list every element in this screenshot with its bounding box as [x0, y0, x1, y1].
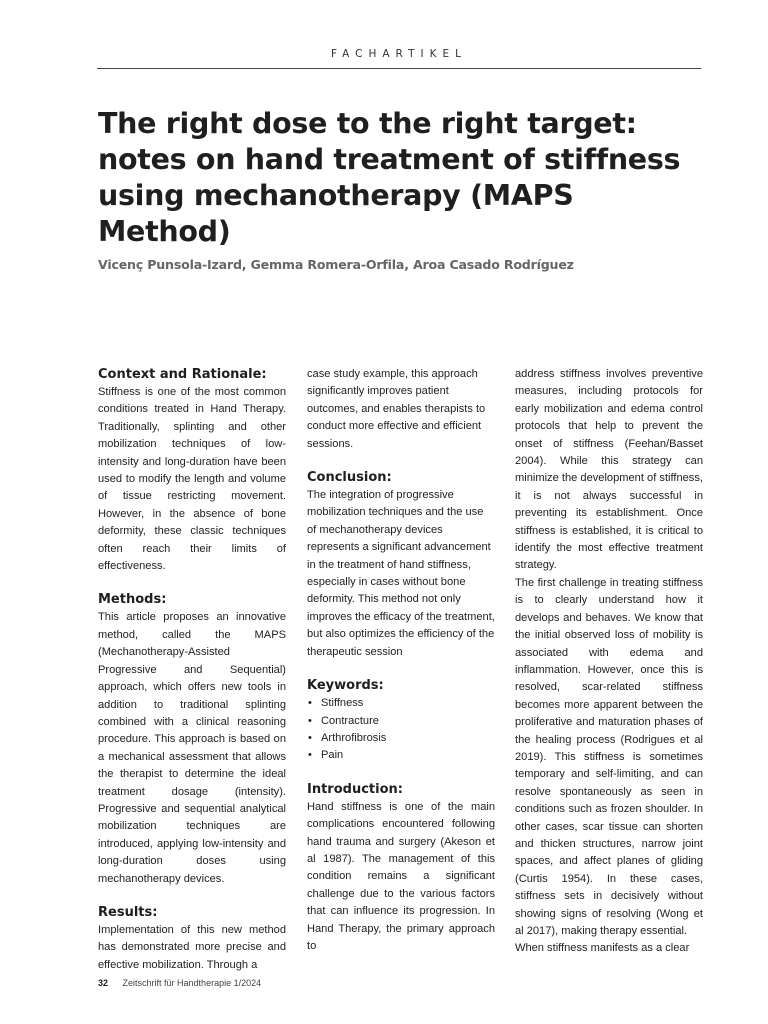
article-authors: Vicenç Punsola-Izard, Gemma Romera-Orfila, Aroa Casado Rodríguez	[98, 257, 574, 272]
column-2	[307, 366, 495, 971]
keyword-item: • Stiffness	[307, 695, 495, 712]
results-text-continued: case study example, this approach significantly improves patient outcomes, and enables therapists to conduct more effective and efficient sessions.	[307, 368, 486, 450]
keyword-item: • Contracture	[307, 713, 495, 730]
journal-citation: Zeitschrift für Handtherapie 1/2024	[122, 978, 262, 988]
keyword-item: • Arthrofibrosis	[307, 730, 495, 747]
section-results-continued	[307, 366, 495, 453]
methods-heading: Methods:	[98, 592, 167, 608]
results-text: Implementation of this new method has demonstrated more precise and effective mobilization. Through a	[98, 923, 286, 971]
column-1	[98, 366, 286, 990]
introduction-text: Hand stiffness is one of the main complications encountered following hand trauma and surgery (Akeson et al 1987). The management of this condition remains a significant challenge due to the various factors that can influence its progression. In Hand Therapy, the primary approach to	[307, 800, 495, 952]
introduction-paragraph-3: When stiffness manifests as a clear	[515, 942, 690, 955]
section-conclusion	[307, 469, 495, 661]
results-heading: Results:	[98, 904, 158, 920]
context-heading: Context and Rationale:	[98, 367, 267, 382]
keywords-list	[307, 695, 495, 765]
introduction-paragraph-2: The first challenge in treating stiffness is to clearly understand how it develops and behaves. We know that the initial observed loss of mobility is associated with edema and inflammation. However, once this is resolved, scar-related stiffness becomes more apparent between the proliferative and maturation phases of the healing process (Rodrigues et al 2019). This stiffness is sometimes temporary and self-limiting, and can resolve spontaneously as seen in conditions such as frozen shoulder. In other cases, scar tissue can shorten and thicken structures, narrow joint spaces, and affect planes of gliding (Curtis 1954). In these cases, stiffness sets in decisively without showing signs of resolving (Wong et al 2017), making therapy essential.	[515, 576, 703, 937]
section-label: FACHARTIKEL	[331, 48, 467, 60]
header-rule	[97, 68, 701, 69]
conclusion-heading: Conclusion:	[307, 470, 392, 486]
section-methods	[98, 591, 286, 888]
section-keywords	[307, 677, 495, 765]
keywords-heading: Keywords:	[307, 678, 384, 694]
page-footer	[98, 978, 261, 988]
section-results	[98, 904, 286, 974]
section-introduction	[307, 781, 495, 956]
column-3	[515, 366, 703, 958]
methods-text: This article proposes an innovative method, called the MAPS (Mechanotherapy-Assisted Progressive and Sequential) approach, which offers new tools in addition to traditional splinting combined with a clinical reasoning procedure. This approach is based on a mechanical assessment that allows the therapist to determine the ideal treatment dosage (intensity). Progressive and sequential analytical mobilization techniques are introduced, applying low-intensity and long-duration doses using mechanotherapy devices.	[98, 611, 286, 885]
keyword-item: • Pain	[307, 747, 495, 764]
page-number: 32	[98, 978, 109, 988]
conclusion-text: The integration of progressive mobilization techniques and the use of mechanotherapy devices represents a significant advancement in the treatment of hand stiffness, especially in cases without bone deformity. This method not only improves the efficacy of the treatment, but also optimizes the efficiency of the therapeutic session	[307, 489, 495, 658]
article-title: The right dose to the right target: notes on hand treatment of stiffness using mechanotherapy (MAPS Method)	[98, 107, 681, 248]
introduction-paragraph-1: address stiffness involves preventive measures, including protocols for early mobilization and edema control protocols that help to prevent the onset of stiffness (Feehan/Basset 2004). While this strategy can minimize the development of stiffness, it is not always successful in preventing its establishment. Once stiffness is established, it is critical to identify the most effective treatment strategy.	[515, 368, 703, 572]
context-text: Stiffness is one of the most common conditions treated in Hand Therapy. Traditionally, splinting and other mobilization techniques of low-intensity and long-duration have been used to modify the length and volume of tissue restricting movement. However, in the absence of bone deformity, these classic techniques often reach their limits of effectiveness.	[98, 386, 286, 573]
section-context	[98, 366, 286, 575]
introduction-heading: Introduction:	[307, 781, 403, 797]
